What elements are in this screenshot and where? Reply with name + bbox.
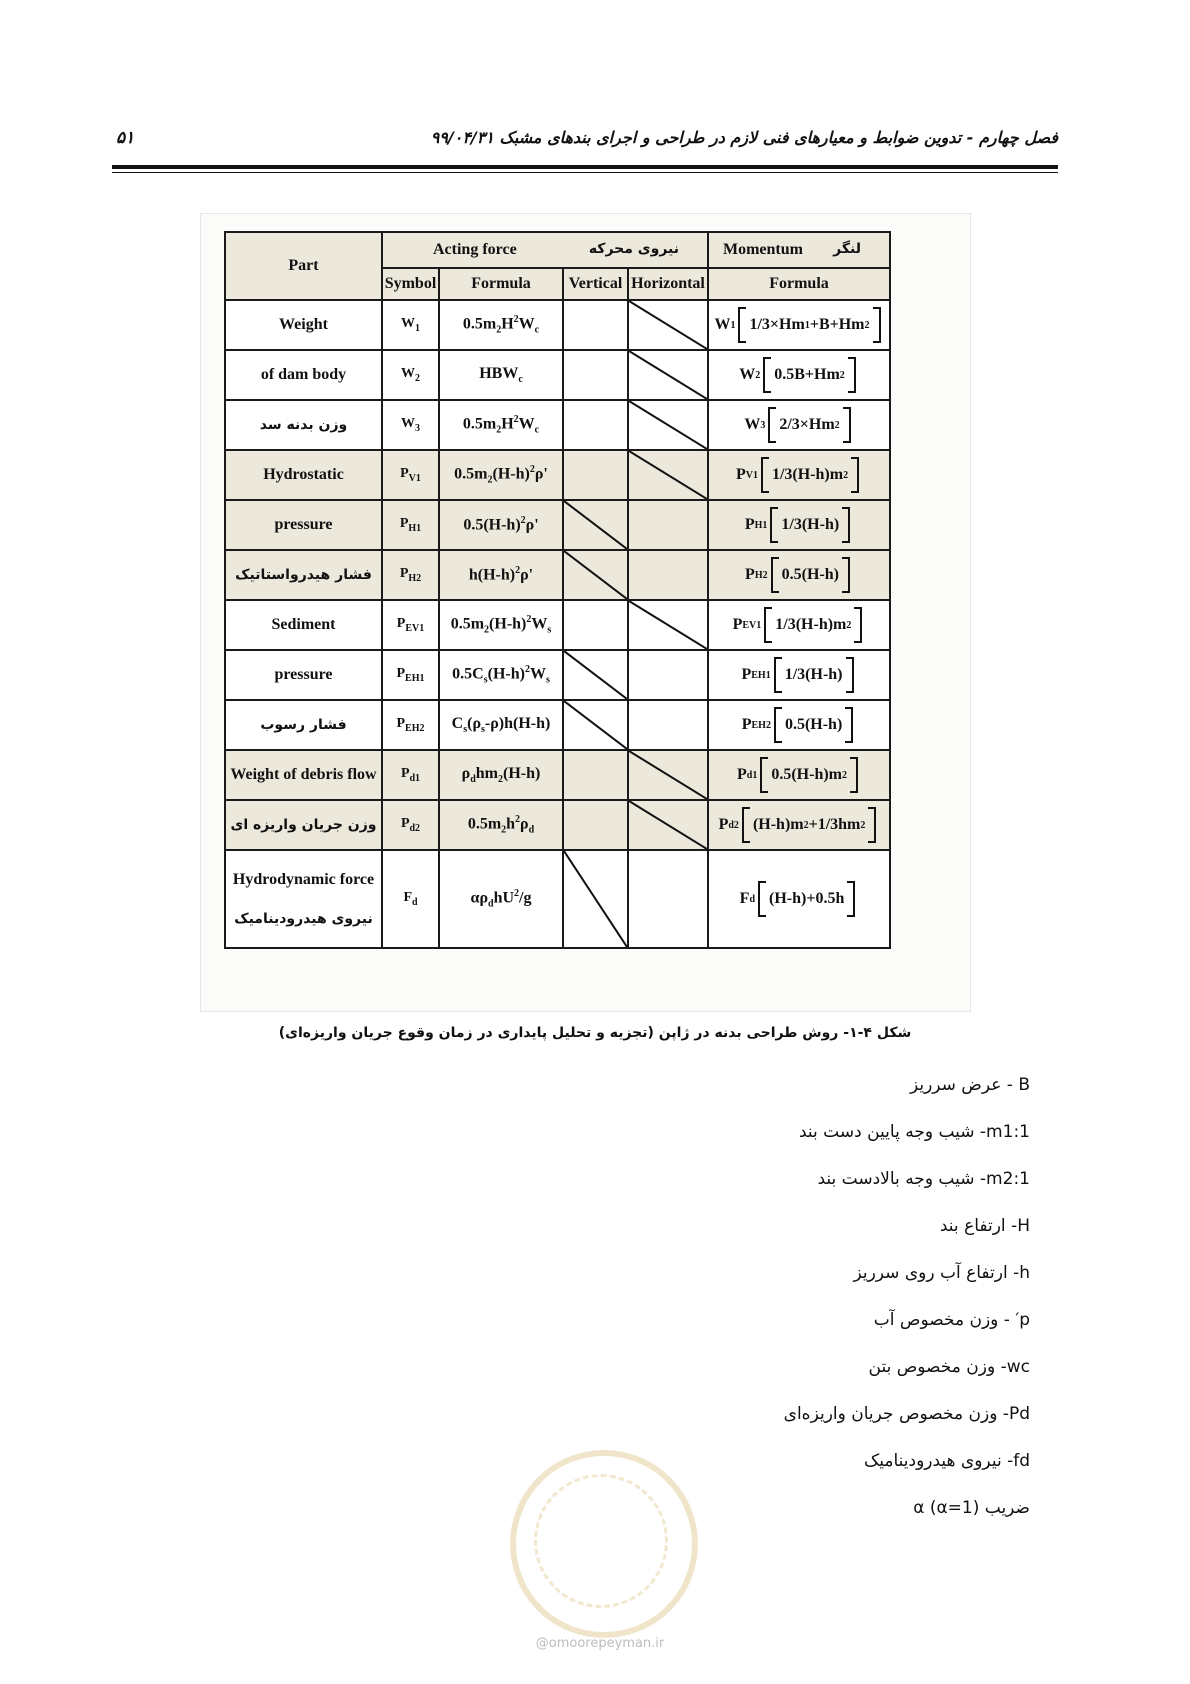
definition-item: 1:m1- شیب وجه پایین دست بند [798, 1122, 1030, 1142]
formula-cell: $0.5m_2(H-h)^2W_s$ [439, 600, 563, 650]
diagonal-mark [564, 551, 627, 599]
diagonal-mark [629, 351, 707, 399]
moment-cell: P EH1 1/3(H-h) [708, 650, 890, 700]
horizontal-cell [628, 700, 708, 750]
formula-cell: $C_s(\rho_s-\rho)h(H-h)$ [439, 700, 563, 750]
page-header [112, 128, 1058, 154]
moment-cell: P EV1 1/3(H-h)m 2 [708, 600, 890, 650]
horizontal-cell [628, 450, 708, 500]
formula-cell: $0.5C_s(H-h)^2W_s$ [439, 650, 563, 700]
formula-cell: $0.5(H-h)^2\rho'$ [439, 500, 563, 550]
moment-cell: W 1 1/3×Hm 1 +B+Hm 2 [708, 300, 890, 350]
group-label: of dam body [225, 350, 382, 400]
symbol-cell: $P_{d1}$ [382, 750, 439, 800]
watermark-text: @omoorepeyman.ir [535, 1636, 665, 1651]
symbol-cell: $W_3$ [382, 400, 439, 450]
formula-cell: $HBW_c$ [439, 350, 563, 400]
group-label: Sediment [225, 600, 382, 650]
header-momentum [708, 232, 890, 268]
header-formula: Formula [439, 268, 563, 300]
moment-cell: P EH2 0.5(H-h) [708, 700, 890, 750]
definition-item: 1:m2- شیب وجه بالادست بند [817, 1169, 1030, 1189]
symbol-cell: $P_{H1}$ [382, 500, 439, 550]
horizontal-cell [628, 650, 708, 700]
symbol-cell: $F_d$ [382, 850, 439, 948]
definition-item: p′ - وزن مخصوص آب [873, 1310, 1030, 1330]
horizontal-cell [628, 350, 708, 400]
header-horizontal: Horizontal [628, 268, 708, 300]
group-label: Weight of debris flow [225, 750, 382, 800]
header-vertical: Vertical [563, 268, 628, 300]
moment-cell: P V1 1/3(H-h)m 2 [708, 450, 890, 500]
vertical-cell [563, 500, 628, 550]
definition-item: H- ارتفاع بند [939, 1216, 1030, 1236]
moment-cell: P d2 (H-h)m 2 +1/3hm 2 [708, 800, 890, 850]
symbol-cell: $P_{EH2}$ [382, 700, 439, 750]
diagonal-mark [629, 451, 707, 499]
formula-cell: $\rho_dhm_2(H-h)$ [439, 750, 563, 800]
moment-cell: W 3 2/3×Hm 2 [708, 400, 890, 450]
horizontal-cell [628, 550, 708, 600]
watermark-seal [510, 1450, 698, 1638]
horizontal-cell [628, 400, 708, 450]
symbol-cell: $P_{EV1}$ [382, 600, 439, 650]
diagonal-mark [629, 801, 707, 849]
horizontal-cell [628, 750, 708, 800]
acting-force-en: Acting force [433, 241, 517, 258]
group-label: Hydrostatic [225, 450, 382, 500]
vertical-cell [563, 450, 628, 500]
formula-cell: $0.5m_2(H-h)^2\rho'$ [439, 450, 563, 500]
group-label: pressure [225, 650, 382, 700]
horizontal-cell [628, 600, 708, 650]
definition-item: wc- وزن مخصوص بتن [868, 1357, 1030, 1377]
diagonal-mark [629, 601, 707, 649]
definition-item: h- ارتفاع آب روی سرریز [853, 1263, 1030, 1283]
group-label: pressure [225, 500, 382, 550]
header-mom-formula: Formula [708, 268, 890, 300]
definition-item: B - عرض سرریز [909, 1075, 1030, 1095]
diagonal-mark [564, 701, 627, 749]
definitions-list [430, 1075, 1030, 1545]
diagonal-mark [564, 651, 627, 699]
formula-cell: $h(H-h)^2\rho'$ [439, 550, 563, 600]
figure-frame [200, 213, 971, 1012]
moment-cell: P d1 0.5(H-h)m 2 [708, 750, 890, 800]
formula-cell: $0.5m_2H^2W_c$ [439, 300, 563, 350]
formula-cell: $\alpha\rho_dhU^2/g$ [439, 850, 563, 948]
group-label: فشار هیدرواستاتیک [225, 550, 382, 600]
moment-cell: W 2 0.5B+Hm 2 [708, 350, 890, 400]
vertical-cell [563, 350, 628, 400]
header-symbol: Symbol [382, 268, 439, 300]
forces-table [224, 231, 891, 949]
definition-item: fd- نیروی هیدرودینامیک [864, 1451, 1030, 1471]
momentum-en: Momentum [723, 241, 803, 258]
diagonal-mark [564, 851, 627, 947]
diagonal-mark [564, 501, 627, 549]
symbol-cell: $W_2$ [382, 350, 439, 400]
symbol-cell: $W_1$ [382, 300, 439, 350]
formula-cell: $0.5m_2h^2\rho_d$ [439, 800, 563, 850]
moment-cell: P H2 0.5(H-h) [708, 550, 890, 600]
horizontal-cell [628, 800, 708, 850]
horizontal-cell [628, 500, 708, 550]
formula-cell: $0.5m_2H^2W_c$ [439, 400, 563, 450]
symbol-cell: $P_{V1}$ [382, 450, 439, 500]
diagonal-mark [629, 751, 707, 799]
vertical-cell [563, 600, 628, 650]
definition-item: Pd- وزن مخصوص جریان واریزه‌ای [783, 1404, 1030, 1424]
moment-cell: P H1 1/3(H-h) [708, 500, 890, 550]
group-label-hydrodynamic: Hydrodynamic force نیروی هیدرودینامیک [225, 850, 382, 948]
symbol-cell: $P_{H2}$ [382, 550, 439, 600]
diagonal-mark [629, 401, 707, 449]
vertical-cell [563, 700, 628, 750]
horizontal-cell [628, 300, 708, 350]
chapter-title: فصل چهارم - تدوین ضوابط و معیارهای فنی لازم در طراحی و اجرای بندهای مشبک ۹۹/۰۴/۳۱ [430, 128, 1058, 147]
vertical-cell [563, 800, 628, 850]
momentum-fa: لنگر [833, 241, 861, 257]
vertical-cell [563, 850, 628, 948]
header-part: Part [225, 232, 382, 300]
header-rule-thin [112, 172, 1058, 173]
vertical-cell [563, 400, 628, 450]
symbol-cell: $P_{EH1}$ [382, 650, 439, 700]
group-label: وزن جریان واریزه ای [225, 800, 382, 850]
horizontal-cell [628, 850, 708, 948]
diagonal-mark [629, 301, 707, 349]
symbol-cell: $P_{d2}$ [382, 800, 439, 850]
vertical-cell [563, 750, 628, 800]
acting-force-fa: نیروی محرکه [588, 241, 679, 257]
vertical-cell [563, 300, 628, 350]
moment-cell: F d (H-h)+0.5h [708, 850, 890, 948]
header-acting-force [382, 232, 708, 268]
figure-caption: شکل ۴-۱- روش طراحی بدنه در ژاپن (تجزیه و تحلیل پایداری در زمان وقوع جریان واریزه‌ای) [278, 1025, 912, 1041]
definition-item: ضریب α (α=1) [913, 1498, 1030, 1518]
group-label: Weight [225, 300, 382, 350]
group-label: فشار رسوب [225, 700, 382, 750]
header-rule-thick [112, 165, 1058, 169]
vertical-cell [563, 550, 628, 600]
vertical-cell [563, 650, 628, 700]
group-label: وزن بدنه سد [225, 400, 382, 450]
page-number: ۵۱ [116, 128, 135, 148]
